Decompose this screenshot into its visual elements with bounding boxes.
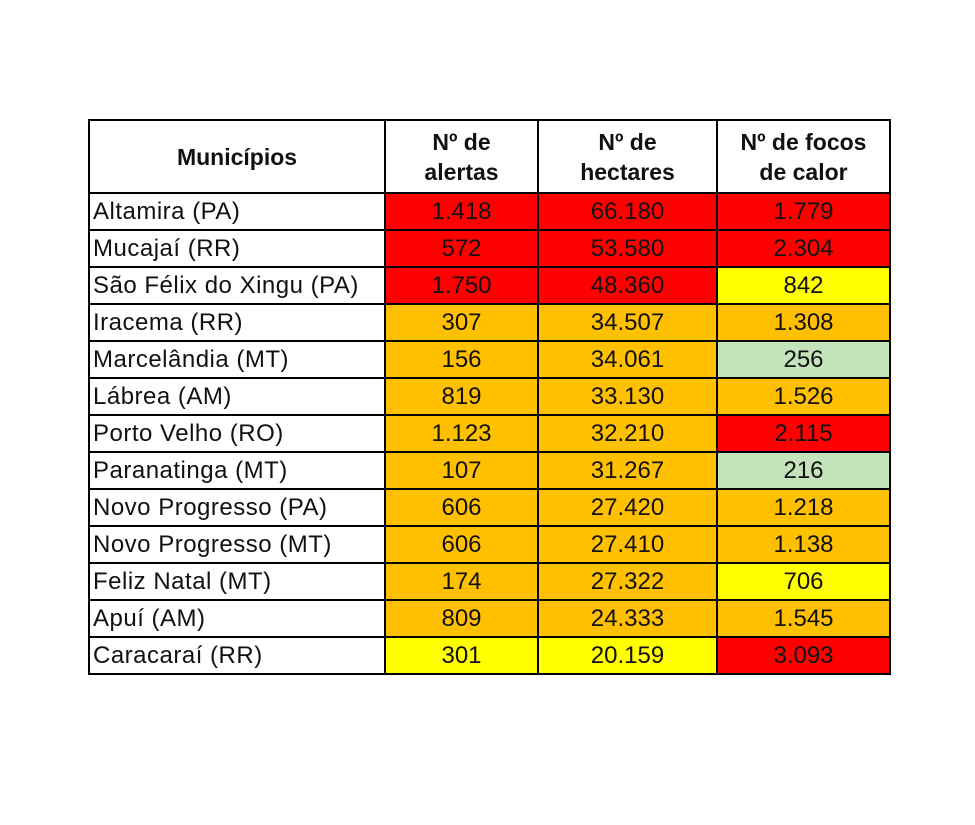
alertas-cell: 174 [385, 563, 538, 600]
municipio-cell: Altamira (PA) [89, 193, 385, 230]
header-municipios-label: Municípios [176, 143, 298, 170]
municipio-cell: Caracaraí (RR) [89, 637, 385, 674]
header-alertas [385, 120, 538, 193]
hectares-cell: 32.210 [538, 415, 717, 452]
municipio-cell: Paranatinga (MT) [89, 452, 385, 489]
header-row [89, 120, 890, 193]
table-row [89, 637, 890, 674]
header-focos-line-2: de calor [759, 158, 848, 185]
hectares-cell: 20.159 [538, 637, 717, 674]
hectares-cell: 53.580 [538, 230, 717, 267]
hectares-cell: 27.420 [538, 489, 717, 526]
alertas-cell: 809 [385, 600, 538, 637]
focos-cell: 256 [717, 341, 890, 378]
focos-cell: 1.526 [717, 378, 890, 415]
focos-cell: 706 [717, 563, 890, 600]
hectares-cell: 34.507 [538, 304, 717, 341]
municipio-cell: Porto Velho (RO) [89, 415, 385, 452]
alertas-cell: 1.418 [385, 193, 538, 230]
municipio-cell: Lábrea (AM) [89, 378, 385, 415]
header-hectares-line-1: Nº de [598, 128, 657, 155]
header-alertas-line-1: Nº de [432, 128, 491, 155]
table-row [89, 193, 890, 230]
alertas-cell: 606 [385, 489, 538, 526]
table-row [89, 378, 890, 415]
focos-cell: 1.138 [717, 526, 890, 563]
header-focos-line-1: Nº de focos [740, 128, 867, 155]
table-body [89, 193, 890, 674]
table-row [89, 452, 890, 489]
focos-cell: 2.115 [717, 415, 890, 452]
hectares-cell: 31.267 [538, 452, 717, 489]
focos-cell: 3.093 [717, 637, 890, 674]
table-row [89, 230, 890, 267]
alertas-cell: 1.750 [385, 267, 538, 304]
municipio-cell: Novo Progresso (PA) [89, 489, 385, 526]
header-hectares [538, 120, 717, 193]
alertas-cell: 307 [385, 304, 538, 341]
focos-cell: 1.218 [717, 489, 890, 526]
focos-cell: 1.779 [717, 193, 890, 230]
table-row [89, 489, 890, 526]
municipio-cell: Feliz Natal (MT) [89, 563, 385, 600]
municipio-cell: São Félix do Xingu (PA) [89, 267, 385, 304]
hectares-cell: 66.180 [538, 193, 717, 230]
header-focos [717, 120, 890, 193]
municipio-cell: Novo Progresso (MT) [89, 526, 385, 563]
table-row [89, 304, 890, 341]
table-row [89, 415, 890, 452]
alertas-cell: 819 [385, 378, 538, 415]
focos-cell: 1.308 [717, 304, 890, 341]
focos-cell: 2.304 [717, 230, 890, 267]
hectares-cell: 27.410 [538, 526, 717, 563]
hectares-cell: 24.333 [538, 600, 717, 637]
focos-cell: 1.545 [717, 600, 890, 637]
header-alertas-line-2: alertas [424, 158, 499, 185]
alertas-cell: 1.123 [385, 415, 538, 452]
hectares-cell: 27.322 [538, 563, 717, 600]
table-row [89, 600, 890, 637]
municipio-cell: Marcelândia (MT) [89, 341, 385, 378]
focos-cell: 842 [717, 267, 890, 304]
header-hectares-line-2: hectares [580, 158, 675, 185]
municipio-cell: Apuí (AM) [89, 600, 385, 637]
hectares-cell: 34.061 [538, 341, 717, 378]
alertas-cell: 606 [385, 526, 538, 563]
municipio-cell: Mucajaí (RR) [89, 230, 385, 267]
alertas-cell: 156 [385, 341, 538, 378]
table-row [89, 341, 890, 378]
header-municipios [89, 120, 385, 193]
hectares-cell: 48.360 [538, 267, 717, 304]
municipio-cell: Iracema (RR) [89, 304, 385, 341]
alertas-cell: 572 [385, 230, 538, 267]
table-row [89, 563, 890, 600]
hectares-cell: 33.130 [538, 378, 717, 415]
municipios-table [88, 119, 891, 675]
focos-cell: 216 [717, 452, 890, 489]
table-row [89, 526, 890, 563]
alertas-cell: 301 [385, 637, 538, 674]
alertas-cell: 107 [385, 452, 538, 489]
table-row [89, 267, 890, 304]
